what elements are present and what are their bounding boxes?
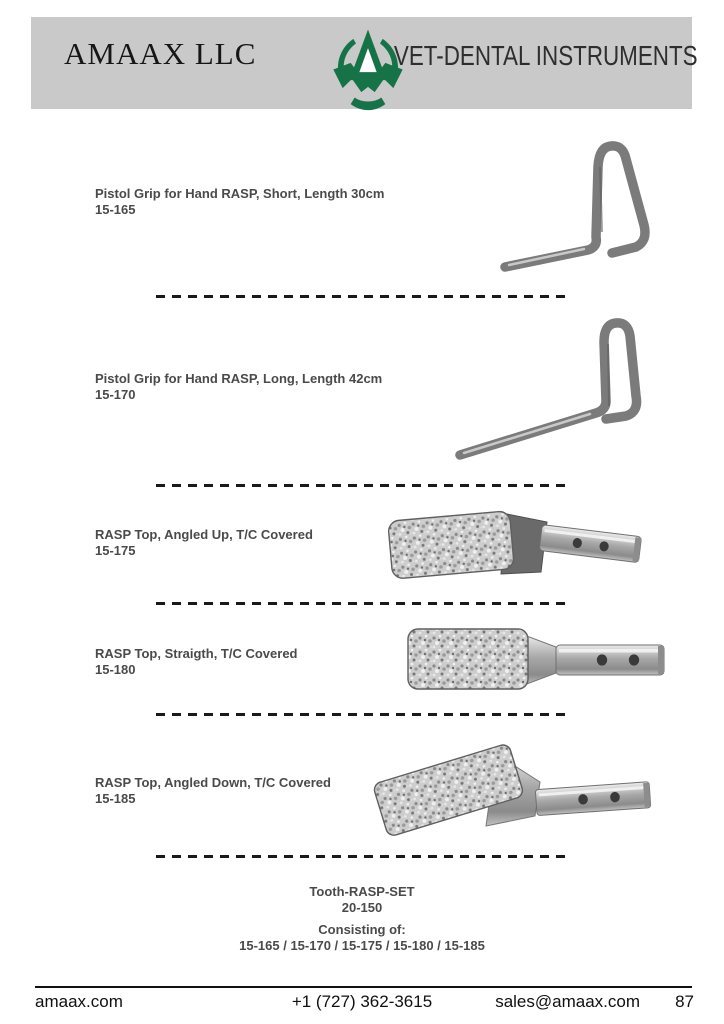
rasp-top-angled-down-photo: [368, 736, 665, 842]
product-row-1-label: [95, 186, 384, 218]
product-code: 15-170: [95, 387, 136, 402]
product-row-4-label: [95, 646, 297, 678]
product-code: 15-175: [95, 543, 136, 558]
rasp-top-angled-up-photo: [385, 504, 660, 594]
footer-rule: [35, 986, 692, 988]
page-number: 87: [675, 992, 694, 1011]
product-name: RASP Top, Angled Up, T/C Covered: [95, 527, 313, 542]
footer-phone: +1 (727) 362-3615: [291, 992, 433, 1011]
product-name: Pistol Grip for Hand RASP, Short, Length 30cm: [95, 186, 385, 201]
divider: [156, 855, 568, 858]
consisting-label: Consisting of:: [318, 922, 406, 937]
product-row-3-label: [95, 527, 313, 559]
divider: [156, 295, 568, 298]
footer-website: amaax.com: [35, 992, 123, 1011]
product-name: RASP Top, Angled Down, T/C Covered: [95, 775, 331, 790]
set-info: [0, 884, 724, 954]
rasp-top-straight-photo: [404, 621, 672, 697]
set-name: Tooth-RASP-SET: [309, 884, 415, 899]
product-name: RASP Top, Straigth, T/C Covered: [95, 646, 298, 661]
divider: [156, 713, 568, 716]
company-name: AMAAX LLC: [64, 36, 257, 71]
divider: [156, 602, 568, 605]
product-code: 15-165: [95, 202, 136, 217]
pistol-grip-short-photo: [492, 137, 660, 285]
set-code: 20-150: [341, 900, 383, 915]
divider: [156, 484, 568, 487]
page-title: VET-DENTAL INSTRUMENTS: [394, 40, 698, 71]
footer-email: sales@amaax.com: [495, 992, 640, 1011]
pistol-grip-long-photo: [446, 316, 658, 464]
product-code: 15-185: [95, 791, 136, 806]
product-row-5-label: [95, 775, 331, 807]
product-name: Pistol Grip for Hand RASP, Long, Length 42cm: [95, 371, 383, 386]
product-row-2-label: [95, 371, 382, 403]
consisting-items: 15-165 / 15-170 / 15-175 / 15-180 / 15-185: [239, 938, 485, 953]
product-code: 15-180: [95, 662, 136, 677]
